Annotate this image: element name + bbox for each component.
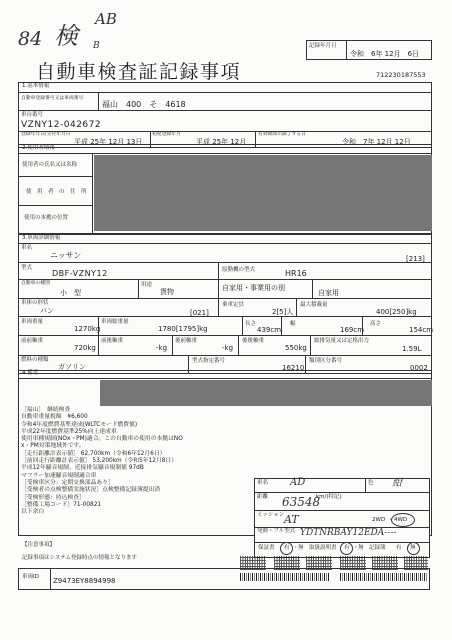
- manual-yes: 有: [344, 545, 350, 551]
- user-address-label: 使 用 者 の 住 所: [26, 189, 87, 195]
- handwritten-kanji: 検: [54, 22, 78, 50]
- chassis-value: VZNY12-042672: [21, 120, 102, 130]
- remark-line: マフラー加速騒音規制適合車: [21, 472, 97, 479]
- color-row-label: 車名: [257, 480, 269, 486]
- remark-line: ［福山］ 継続検査: [21, 407, 71, 413]
- drive-4wd-circle: [391, 513, 415, 527]
- remark-line: ［整備工場コード］71-00821: [21, 501, 102, 508]
- mileage-value: 63548: [282, 495, 321, 509]
- disp-label: 総排気量又は定格出力: [314, 338, 370, 344]
- length-value: 439cm: [257, 326, 282, 334]
- disp-value: 1.59L: [402, 345, 422, 353]
- expiry-value: 令和 7年 12月 12日: [342, 138, 411, 146]
- redacted-remarks: [100, 380, 432, 406]
- barcode: [240, 573, 330, 581]
- qr-code: [274, 556, 300, 570]
- manual-sep: ・: [353, 545, 359, 551]
- weight-value: 1270kg: [74, 325, 101, 333]
- remark-line: 以下余白: [21, 509, 45, 516]
- body-label: 車体の形状: [21, 300, 49, 306]
- width-label: 幅: [290, 321, 296, 327]
- warranty-no: 無: [298, 545, 304, 551]
- remark-line: 平成22年度燃費基準25%向上達成車: [21, 428, 117, 435]
- rf-label: 後前軸重: [175, 338, 198, 344]
- body-value: バン: [40, 307, 54, 315]
- maker-label: 車名: [21, 245, 33, 251]
- capacity-value: 2[5]人: [272, 308, 294, 316]
- warranty-sep: ・: [293, 545, 299, 551]
- cert-value: 16210: [282, 364, 305, 372]
- reg-date-value: 平成 25年 12月 13日: [74, 138, 143, 146]
- handwritten-grade: AB: [95, 10, 117, 28]
- model-label: 発動・フル型式: [257, 528, 296, 534]
- remark-line: ［走行距離計表示値］ 62,700km（令和6年12月6日）: [21, 450, 166, 457]
- transmission-label: ミッション: [257, 512, 285, 518]
- section-user-title: 2.使用者情報: [22, 145, 55, 151]
- private-label: 自家用・事業用の別: [222, 284, 285, 292]
- barcode: [340, 573, 428, 581]
- manual-no: 無: [358, 545, 364, 551]
- height-label: 高さ: [370, 321, 382, 327]
- fr-label: 前後軸重: [101, 338, 124, 344]
- weight-label: 車両重量: [21, 319, 44, 325]
- remark-line: 平成12年騒音規制、近接排気騒音規制値 97dB: [21, 465, 144, 472]
- cert-label: 型式指定番号: [192, 358, 226, 364]
- section-vehicle-title: 3.車両詳細情報: [22, 235, 61, 241]
- record-label: 記録簿: [369, 545, 386, 551]
- vehicle-id-value: Z9473EY8894998: [53, 577, 116, 585]
- model-value: YDTNRBAY12EDA----: [300, 528, 397, 538]
- record-yes: 有: [396, 545, 402, 551]
- maker-code: [213]: [406, 255, 425, 263]
- qr-code: [340, 556, 366, 570]
- user-base-label: 使用の本拠の位置: [24, 215, 69, 221]
- ff-value: 720kg: [74, 344, 96, 352]
- rf-value: -kg: [222, 344, 234, 352]
- remark-line: ［受検者の点検整備実施状況］点検整備記録簿提出済: [21, 487, 161, 494]
- notes-text: 記録事項はシステム登録時点の情報となります: [22, 555, 137, 561]
- engine-value: HR16: [285, 269, 307, 278]
- private-value: 自家用: [318, 289, 339, 297]
- kind-label: 自動車の種別: [21, 281, 50, 286]
- qr-code: [404, 556, 428, 570]
- qr-code: [372, 556, 398, 570]
- reg-label: 自動車登録番号又は車両番号: [21, 96, 84, 101]
- section-remarks-title: 4.備考: [22, 370, 39, 376]
- max-load-value: 400[250]kg: [376, 308, 417, 316]
- remark-line: 自動車重量税額 ¥6,600: [21, 414, 88, 421]
- first-reg-label: 初度登録年月: [152, 132, 181, 137]
- redacted-user-info: [94, 155, 432, 231]
- mileage-unit: km/(特記): [316, 494, 342, 500]
- remark-line: ［受検車区分：定期交換部品あり］: [21, 479, 114, 486]
- gross-label: 車両総重量: [101, 319, 129, 325]
- class-value: 0002: [410, 364, 428, 372]
- remark-line: ［受検形態：持込検査］: [21, 494, 85, 501]
- handwritten-number: 84: [18, 28, 43, 50]
- remark-line: 使用車種規制(NOx・PM)適合。この自動車の使用の本拠はNO: [21, 436, 183, 443]
- reg-date-label: 登録年月日/交付年月日: [21, 132, 71, 137]
- max-load-label: 最大積載量: [300, 302, 328, 308]
- class-label: 類別区分番号: [309, 358, 343, 364]
- reg-value: 福山 400 そ 4618: [102, 100, 186, 109]
- qr-code: [306, 556, 332, 570]
- rr-value: 550kg: [285, 344, 307, 352]
- qr-code: [240, 556, 266, 570]
- maker-value: ニッサン: [50, 251, 82, 260]
- handwritten-small: B: [93, 41, 100, 51]
- remarks-lines: [21, 407, 236, 516]
- kind-value: 小 型: [60, 289, 81, 297]
- rr-label: 後後軸重: [242, 338, 265, 344]
- fr-value: -kg: [156, 344, 168, 352]
- color-value: 紺: [392, 478, 402, 489]
- width-value: 169cm: [340, 326, 365, 334]
- drive-4wd: 4WD: [394, 517, 408, 523]
- drive-2wd: 2WD: [372, 517, 386, 523]
- color-left-value: AD: [290, 477, 306, 488]
- use-label: 用途: [141, 282, 153, 288]
- record-date-label: 記録年月日: [309, 43, 337, 49]
- expiry-label: 有効期間の満了する日: [258, 132, 306, 137]
- transmission-value: AT: [284, 513, 299, 526]
- mileage-label: 距離: [257, 494, 269, 500]
- warranty-label: 保証書: [258, 545, 275, 551]
- record-no: 無: [410, 545, 416, 551]
- manual-label: 取扱説明書: [309, 545, 337, 551]
- chassis-label: 車台番号: [21, 112, 44, 118]
- page-title: 自動車検査証記録事項: [36, 61, 242, 83]
- color-kanji-label: 色: [368, 480, 374, 486]
- warranty-yes-circle: [280, 542, 293, 555]
- doc-number: 712230187553: [376, 71, 426, 79]
- record-sep: ・: [405, 545, 411, 551]
- record-no-circle: [407, 542, 420, 555]
- gross-value: 1780[1795]kg: [158, 325, 208, 333]
- section-basic-title: 1.基本情報: [22, 83, 50, 89]
- notes-title: 【注意事項】: [22, 542, 56, 548]
- body-code: [021]: [190, 309, 209, 317]
- height-value: 154cm: [409, 326, 434, 334]
- type-value: DBF-VZNY12: [52, 269, 108, 278]
- use-value: 貨物: [160, 288, 174, 296]
- user-name-label: 使用者の氏名又は名称: [22, 162, 78, 168]
- record-date: 令和 6年 12月 6日: [350, 50, 420, 58]
- manual-yes-circle: [340, 542, 353, 555]
- remark-line: ［前回走行距離計表示値］ 53,200km（令和5年12月8日）: [21, 458, 178, 465]
- first-reg-value: 平成 25年 12月: [196, 138, 247, 146]
- length-label: 長さ: [245, 321, 257, 327]
- engine-label: 原動機の型式: [222, 267, 256, 273]
- remark-line: x・PM対策地域外です。: [21, 443, 85, 450]
- ff-label: 前前軸重: [21, 338, 44, 344]
- drive-sep: ・: [388, 517, 394, 523]
- type-label: 型式: [21, 265, 33, 271]
- remark-line: 令和4年度燃費基準達成(WLTCモード燃費値): [21, 421, 138, 428]
- fuel-value: ガソリン: [58, 363, 86, 371]
- fuel-label: 燃料の種類: [21, 357, 49, 363]
- capacity-label: 乗車定員: [222, 302, 245, 308]
- vehicle-id-label: 車両ID: [22, 574, 39, 580]
- warranty-yes: 有: [284, 545, 290, 551]
